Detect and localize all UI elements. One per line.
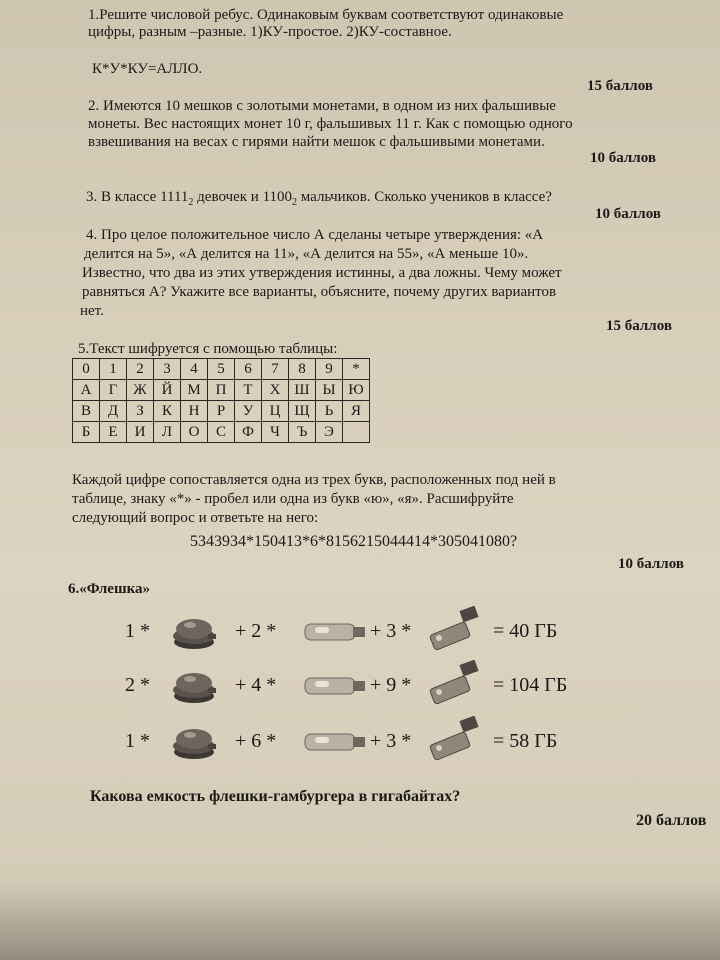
cipher-cell: Ш xyxy=(289,380,316,401)
problem4-text-line4: равняться А? Укажите все варианты, объясните, почему других вариантов xyxy=(82,284,557,300)
cipher-cell: Ж xyxy=(127,380,154,401)
cipher-cell: Ч xyxy=(262,422,289,443)
cipher-cell: Е xyxy=(100,422,127,443)
cipher-cell: 8 xyxy=(289,359,316,380)
problem6-points: 20 баллов xyxy=(636,812,707,829)
problem1-points: 15 баллов xyxy=(587,78,653,94)
cipher-cell: Щ xyxy=(289,401,316,422)
coef-1: 1 * xyxy=(125,730,150,752)
problem5-text-line3: следующий вопрос и ответьте на него: xyxy=(72,510,319,526)
cipher-cell xyxy=(343,422,370,443)
cipher-cell: Б xyxy=(73,422,100,443)
hamburger-flash-icon xyxy=(170,722,218,768)
problem2-points: 10 баллов xyxy=(590,150,656,166)
cipher-cell: 6 xyxy=(235,359,262,380)
cipher-cell: М xyxy=(181,380,208,401)
problem3-text-a: 3. В классе 1111 xyxy=(86,189,189,205)
problem5-title: 5.Текст шифруется с помощью таблицы: xyxy=(78,341,338,357)
cipher-cell: 0 xyxy=(73,359,100,380)
problem1-text-line1: 1.Решите числовой ребус. Одинаковым буквам соответствуют одинаковые xyxy=(88,7,564,23)
problem4-text-line5: нет. xyxy=(80,303,104,319)
cipher-cell: Н xyxy=(181,401,208,422)
cipher-cell: 3 xyxy=(154,359,181,380)
cipher-cell: Т xyxy=(235,380,262,401)
cipher-cell: Д xyxy=(100,401,127,422)
problem4-text-line1: 4. Про целое положительное число А сделаны четыре утверждения: «А xyxy=(86,227,544,243)
cipher-row xyxy=(73,422,370,443)
cipher-cell: У xyxy=(235,401,262,422)
coef-1: 1 * xyxy=(125,620,150,642)
cipher-cell: П xyxy=(208,380,235,401)
problem5-text-line2: таблице, знаку «*» - пробел или одна из букв «ю», «я». Расшифруйте xyxy=(72,491,514,507)
cipher-cell: В xyxy=(73,401,100,422)
cipher-cell: Ь xyxy=(316,401,343,422)
equation-result: = 40 ГБ xyxy=(493,620,558,642)
usb-key-icon xyxy=(425,606,489,656)
coef-2: + 2 * xyxy=(235,620,277,642)
coef-3: + 3 * xyxy=(370,730,412,752)
cipher-cell: Ъ xyxy=(289,422,316,443)
problem5-text-line1: Каждой цифре сопоставляется одна из трех букв, расположенных под ней в xyxy=(72,472,556,488)
cipher-cell: Э xyxy=(316,422,343,443)
problem1-text-line2: цифры, разным –разные. 1)КУ-простое. 2)КУ-составное. xyxy=(88,24,452,40)
problem4-text-line3: Известно, что два из этих утверждения истинны, а два ложны. Чему может xyxy=(82,265,562,281)
cipher-cell: С xyxy=(208,422,235,443)
problem5-code: 5343934*150413*6*8156215044414*305041080? xyxy=(190,533,518,550)
cipher-cell: 7 xyxy=(262,359,289,380)
problem6-question: Какова емкость флешки-гамбургера в гигабайтах? xyxy=(90,788,461,805)
cipher-cell: Ф xyxy=(235,422,262,443)
cipher-cell: Й xyxy=(154,380,181,401)
problem3-points: 10 баллов xyxy=(595,206,661,222)
problem2-text-line1: 2. Имеются 10 мешков с золотыми монетами, в одном из них фальшивые xyxy=(88,98,556,114)
problem5-points: 10 баллов xyxy=(618,556,684,572)
cipher-cell: З xyxy=(127,401,154,422)
coef-1: 2 * xyxy=(125,674,150,696)
cipher-cell: И xyxy=(127,422,154,443)
cipher-cell: 9 xyxy=(316,359,343,380)
problem3-base-b: 2 xyxy=(292,197,298,208)
usb-stick-icon xyxy=(303,671,369,707)
cipher-cell: Р xyxy=(208,401,235,422)
equation-result: = 104 ГБ xyxy=(493,674,568,696)
cipher-cell: К xyxy=(154,401,181,422)
equation-result: = 58 ГБ xyxy=(493,730,558,752)
coef-3: + 9 * xyxy=(370,674,412,696)
cipher-row xyxy=(73,401,370,422)
usb-stick-icon xyxy=(303,617,369,653)
coef-3: + 3 * xyxy=(370,620,412,642)
cipher-cell: 1 xyxy=(100,359,127,380)
problem4-text-line2: делится на 5», «А делится на 11», «А делится на 55», «А меньше 10». xyxy=(84,246,529,262)
cipher-row xyxy=(73,359,370,380)
cipher-cell: Ц xyxy=(262,401,289,422)
problem4-points: 15 баллов xyxy=(606,318,672,334)
usb-stick-icon xyxy=(303,727,369,763)
usb-key-icon xyxy=(425,660,489,710)
cipher-cell: 5 xyxy=(208,359,235,380)
cipher-cell: Х xyxy=(262,380,289,401)
cipher-cell: Я xyxy=(343,401,370,422)
coef-2: + 4 * xyxy=(235,674,277,696)
problem3-text-c: мальчиков. Сколько учеников в классе? xyxy=(297,189,552,205)
problem3-base-a: 2 xyxy=(188,197,194,208)
cipher-row xyxy=(73,380,370,401)
hamburger-flash-icon xyxy=(170,612,218,658)
cipher-cell: А xyxy=(73,380,100,401)
problem1-rebus: К*У*КУ=АЛЛО. xyxy=(92,61,203,77)
cipher-cell: 2 xyxy=(127,359,154,380)
cipher-table xyxy=(72,358,370,443)
page-shadow xyxy=(0,880,720,960)
problem2-text-line3: взвешивания на весах с гирями найти мешок с фальшивыми монетами. xyxy=(88,134,545,150)
problem6-title: 6.«Флешка» xyxy=(68,581,151,597)
problem3-text xyxy=(86,188,552,212)
cipher-cell: Л xyxy=(154,422,181,443)
cipher-cell: Г xyxy=(100,380,127,401)
problem2-text-line2: монеты. Вес настоящих монет 10 г, фальшивых 11 г. Как с помощью одного xyxy=(88,116,573,132)
cipher-cell: * xyxy=(343,359,370,380)
hamburger-flash-icon xyxy=(170,666,218,712)
cipher-cell: 4 xyxy=(181,359,208,380)
cipher-cell: Ы xyxy=(316,380,343,401)
usb-key-icon xyxy=(425,716,489,766)
cipher-cell: О xyxy=(181,422,208,443)
coef-2: + 6 * xyxy=(235,730,277,752)
problem3-text-b: девочек и 1100 xyxy=(193,189,293,205)
cipher-cell: Ю xyxy=(343,380,370,401)
